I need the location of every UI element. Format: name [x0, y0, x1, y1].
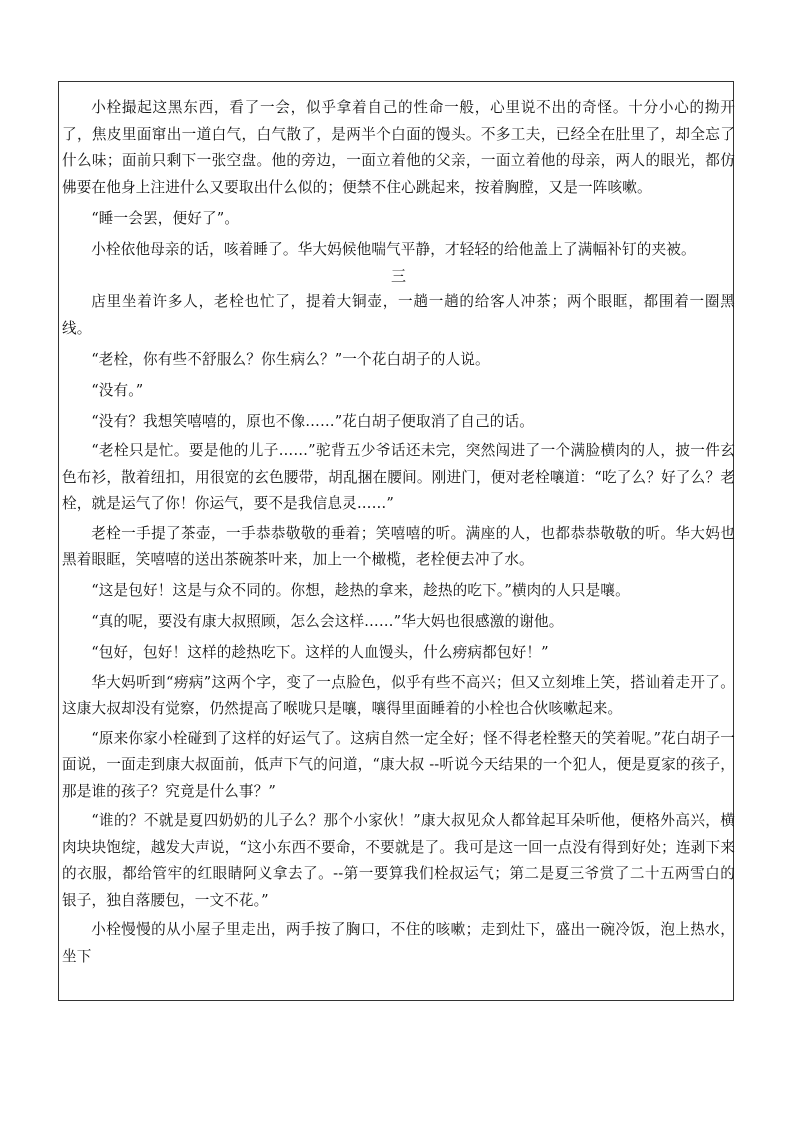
paragraph: “老栓只是忙。要是他的儿子……”驼背五少爷话还未完，突然闯进了一个满脸横肉的人，披一件玄色布衫，散着纽扣，用很宽的玄色腰带，胡乱捆在腰间。刚进门，便对老栓嚷道：“吃了么？好了么？老栓，就是运气了你！你运气，要不是我信息灵……” [62, 442, 735, 512]
paragraph: 华大妈听到“痨病”这两个字，变了一点脸色，似乎有些不高兴；但又立刻堆上笑，搭讪着走开了。这康大叔却没有觉察，仍然提高了喉咙只是嚷，嚷得里面睡着的小栓也合伙咳嗽起来。 [62, 673, 735, 717]
paragraph: “这是包好！这是与众不同的。你想，趁热的拿来，趁热的吃下。”横肉的人只是嚷。 [91, 582, 630, 599]
paragraph: 小栓慢慢的从小屋子里走出，两手按了胸口，不住的咳嗽；走到灶下，盛出一碗冷饭，泡上热水，坐下 [62, 921, 735, 965]
paragraph: “没有？我想笑嘻嘻的，原也不像……”花白胡子便取消了自己的话。 [91, 412, 534, 430]
paragraph: 小栓撮起这黑东西，看了一会，似乎拿着自己的性命一般，心里说不出的奇怪。十分小心的拗开了，焦皮里面窜出一道白气，白气散了，是两半个白面的馒头。不多工夫，已经全在肚里了，却全忘了什么味；面前只剩下一张空盘。他的旁边，一面立着他的父亲，一面立着他的母亲，两人的眼光，都仿佛要在他身上注进什么又要取出什么似的；便禁不住心跳起来，按着胸膛，又是一阵咳嗽。 [62, 99, 735, 196]
text-body [62, 95, 735, 1000]
paragraph: “真的呢，要没有康大叔照顾，怎么会这样……”华大妈也很感激的谢他。 [91, 613, 564, 630]
paragraph: “原来你家小栓碰到了这样的好运气了。这病自然一定全好；怪不得老栓整天的笑着呢。”花白胡子一面说，一面走到康大叔面前，低声下气的问道，“康大叔 --听说今天结果的一个犯人，便是夏家的孩子，那是谁的孩子？究竟是什么事？” [62, 729, 735, 800]
paragraph: 老栓一手提了茶壶，一手恭恭敬敬的垂着；笑嘻嘻的听。满座的人，也都恭恭敬敬的听。华大妈也黑着眼眶，笑嘻嘻的送出茶碗茶叶来，加上一个橄榄，老栓便去冲了水。 [62, 524, 735, 568]
paragraph: “睡一会罢，便好了”。 [91, 209, 240, 227]
paragraph: 小栓依他母亲的话，咳着睡了。华大妈候他喘气平静，才轻轻的给他盖上了满幅补钉的夹被。 [91, 240, 696, 258]
paragraph: “没有。” [91, 381, 144, 399]
paragraph: “包好，包好！这样的趁热吃下。这样的人血馒头，什么痨病都包好！” [91, 644, 549, 661]
paragraph: “谁的？不就是夏四奶奶的儿子么？那个小家伙！”康大叔见众人都耸起耳朵听他，便格外高兴，横肉块块饱绽，越发大声说，“这小东西不要命，不要就是了。我可是这一回一点没有得到好处；连剥下来的衣服，都给管牢的红眼睛阿义拿去了。--第一要算我们栓叔运气；第二是夏三爷赏了二十五两雪白的银子，独自落腰包，一文不花。” [62, 812, 735, 909]
paragraph: 店里坐着许多人，老栓也忙了，提着大铜壶，一趟一趟的给客人冲茶；两个眼眶，都围着一圈黑线。 [62, 293, 735, 337]
section-heading: 三 [390, 267, 406, 285]
paragraph: “老栓，你有些不舒服么？你生病么？”一个花白胡子的人说。 [91, 350, 490, 368]
